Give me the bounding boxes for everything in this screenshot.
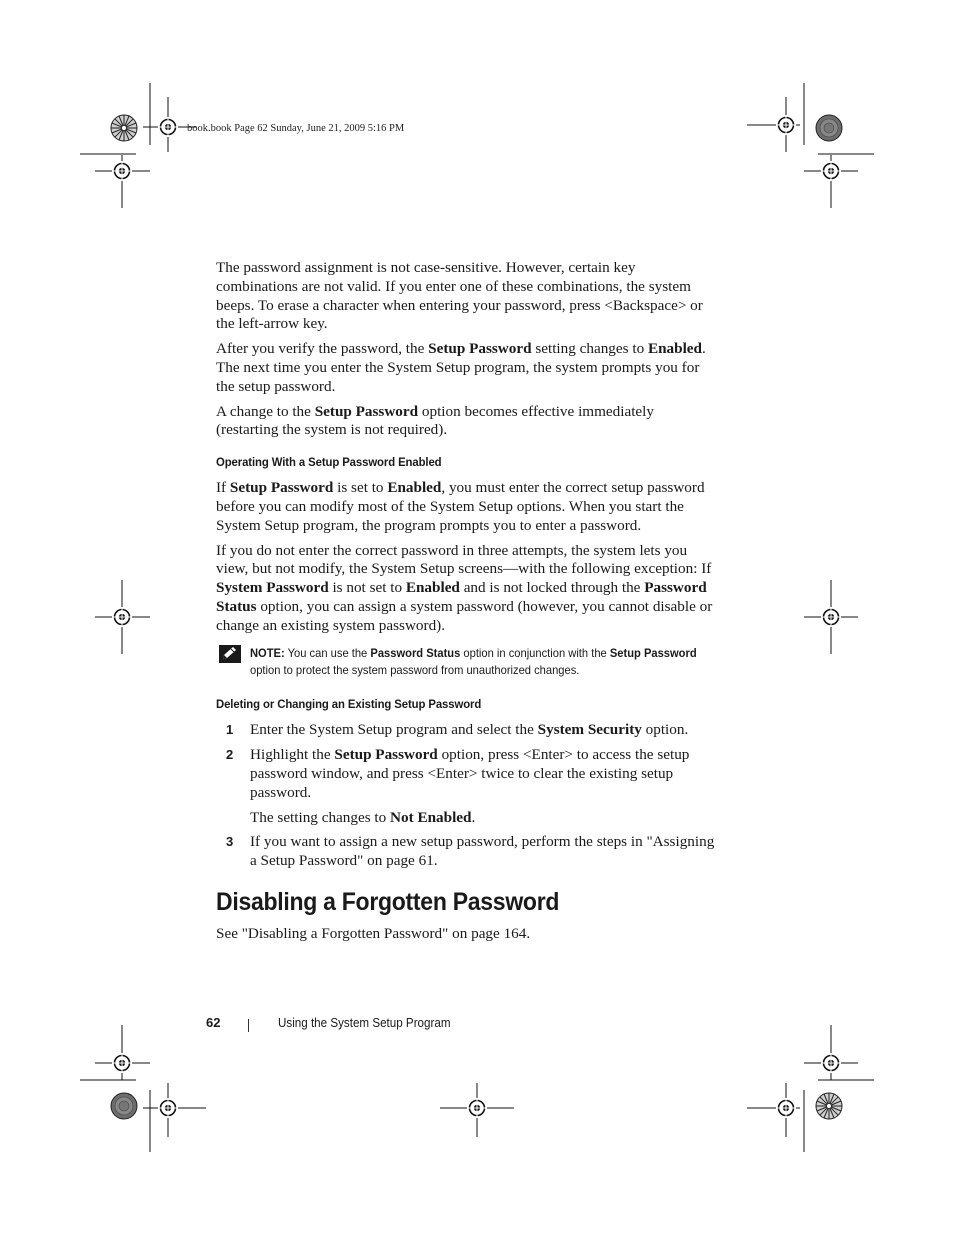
note-callout	[216, 645, 716, 680]
intro-paragraph-1: The password assignment is not case-sensitive. However, certain key combinations are not valid. If you enter one of these combinations, the system beeps. To erase a character when entering your password, press <Backspace> or the left-arrow key.	[216, 259, 703, 333]
intro-paragraph-2: After you verify the password, the Setup Password setting changes to Enabled. The next time you enter the System Setup program, the system prompts you for the setup password.	[216, 340, 706, 395]
section-heading-deleting: Deleting or Changing an Existing Setup Password	[216, 697, 482, 712]
operating-paragraph-2: If you do not enter the correct password in three attempts, the system lets you view, but not modify, the System Setup screens—with the following exception: If System Password is not set to Enabled and is not locked through the Password Status option, you can assign a system password (however, you cannot disable or change an existing system password).	[216, 541, 713, 634]
footer-chapter-title: Using the System Setup Program	[278, 1016, 451, 1030]
pencil-note-icon	[219, 645, 241, 663]
intro-paragraph-3: A change to the Setup Password option becomes effective immediately (restarting the system is not required).	[216, 402, 654, 439]
footer-divider	[248, 1019, 249, 1032]
step-number: 2	[226, 747, 234, 763]
step-number: 1	[226, 722, 234, 738]
steps-list	[216, 721, 716, 871]
page-content	[216, 259, 716, 950]
operating-paragraph-1: If Setup Password is set to Enabled, you must enter the correct setup password before you can modify most of the System Setup options. When you start the System Setup program, the program prompts you to enter a password.	[216, 479, 705, 534]
section-heading-operating: Operating With a Setup Password Enabled	[216, 455, 442, 470]
page-footer	[0, 1015, 954, 1035]
page-number: 62	[206, 1015, 221, 1030]
step-number: 3	[226, 834, 234, 850]
print-header-stamp: book.book Page 62 Sunday, June 21, 2009 5:16 PM	[187, 123, 405, 134]
section-heading-forgotten: Disabling a Forgotten Password	[216, 887, 560, 916]
step-text: Enter the System Setup program and select the System Security option.	[250, 721, 689, 739]
forgotten-paragraph: See "Disabling a Forgotten Password" on page 164.	[216, 924, 531, 942]
list-item	[216, 746, 716, 827]
list-item	[216, 721, 716, 740]
step-subtext: The setting changes to Not Enabled.	[250, 808, 476, 826]
note-text: NOTE: You can use the Password Status option in conjunction with the Setup Password option to protect the system password from unauthorized changes.	[250, 645, 697, 677]
list-item	[216, 833, 716, 871]
step-text: If you want to assign a new setup password, perform the steps in "Assigning a Setup Password" on page 61.	[250, 833, 715, 870]
step-text: Highlight the Setup Password option, press <Enter> to access the setup password window, and press <Enter> twice to clear the existing setup password.	[250, 746, 690, 801]
